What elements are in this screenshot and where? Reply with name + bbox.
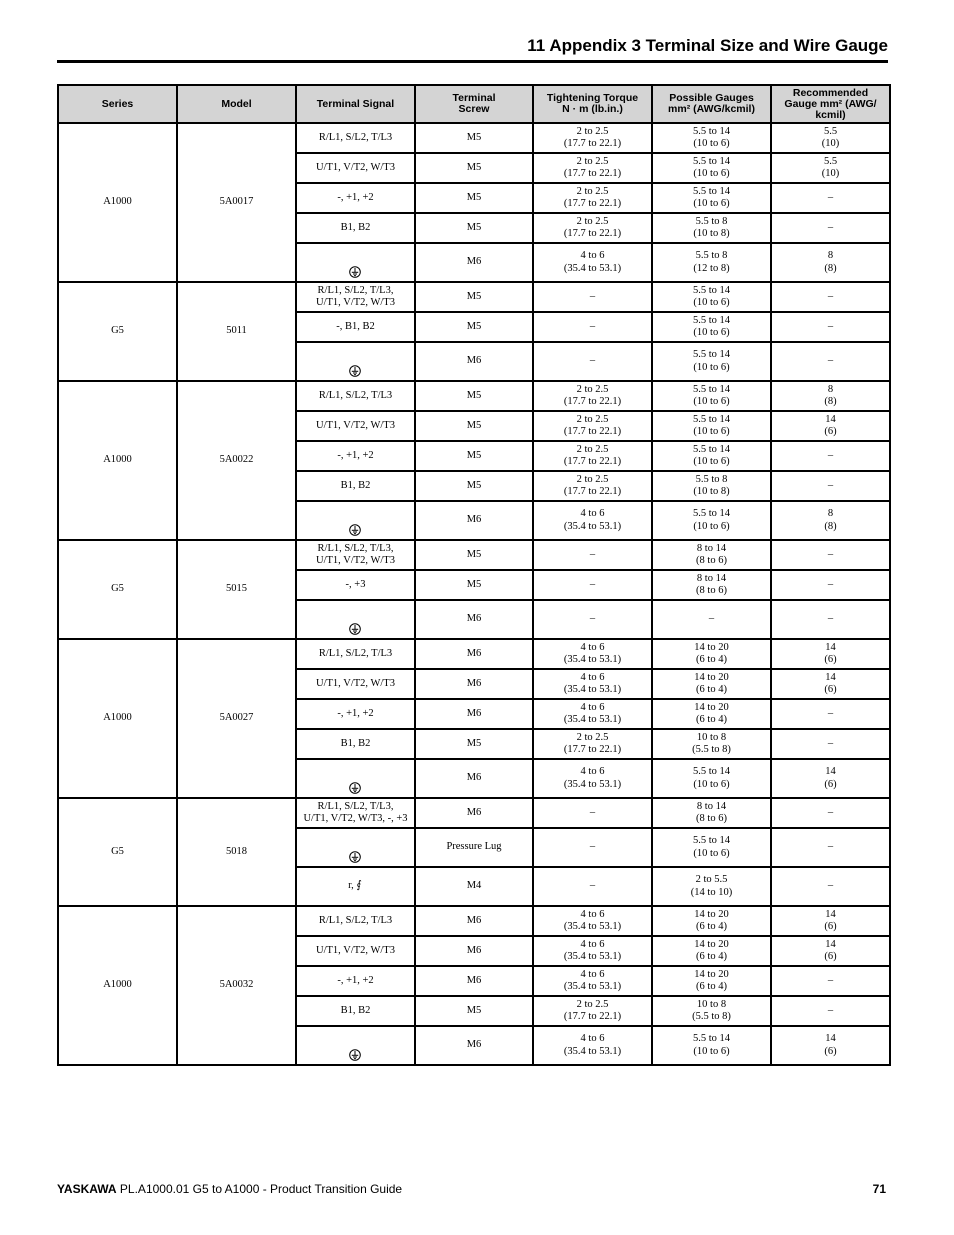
terminal-screw-cell: M6 <box>415 906 533 936</box>
page-title: 11 Appendix 3 Terminal Size and Wire Gauge <box>527 36 888 55</box>
possible-gauges-cell: 14 to 20 (6 to 4) <box>652 966 771 996</box>
tightening-torque-cell: – <box>533 570 652 600</box>
ground-icon <box>349 623 361 635</box>
terminal-screw-cell: M5 <box>415 540 533 570</box>
tightening-torque-cell: 4 to 6 (35.4 to 53.1) <box>533 966 652 996</box>
terminal-signal-cell: R/L1, S/L2, T/L3, U/T1, V/T2, W/T3, -, +3 <box>296 798 415 828</box>
possible-gauges-cell: 5.5 to 14 (10 to 6) <box>652 123 771 153</box>
series-cell: A1000 <box>58 639 177 798</box>
model-cell: 5011 <box>177 282 296 381</box>
terminal-signal-cell: U/T1, V/T2, W/T3 <box>296 669 415 699</box>
terminal-signal-cell: B1, B2 <box>296 729 415 759</box>
series-cell: A1000 <box>58 381 177 540</box>
tightening-torque-cell: – <box>533 798 652 828</box>
possible-gauges-cell: 14 to 20 (6 to 4) <box>652 639 771 669</box>
tightening-torque-cell: – <box>533 600 652 639</box>
terminal-screw-cell: M5 <box>415 471 533 501</box>
tightening-torque-cell: 2 to 2.5 (17.7 to 22.1) <box>533 996 652 1026</box>
page-number: 71 <box>872 1182 886 1196</box>
terminal-screw-cell: M6 <box>415 600 533 639</box>
terminal-screw-cell: M5 <box>415 570 533 600</box>
possible-gauges-cell: 5.5 to 14 (10 to 6) <box>652 183 771 213</box>
column-header-terminal-signal: Terminal Signal <box>296 85 415 123</box>
terminal-screw-cell: Pressure Lug <box>415 828 533 867</box>
possible-gauges-cell: 5.5 to 8 (12 to 8) <box>652 243 771 282</box>
recommended-gauge-cell: – <box>771 798 890 828</box>
recommended-gauge-cell: – <box>771 183 890 213</box>
possible-gauges-cell: 5.5 to 14 (10 to 6) <box>652 282 771 312</box>
recommended-gauge-cell: 14 (6) <box>771 759 890 798</box>
tightening-torque-cell: – <box>533 540 652 570</box>
terminal-screw-cell: M4 <box>415 867 533 906</box>
tightening-torque-cell: – <box>533 282 652 312</box>
terminal-signal-cell: -, +1, +2 <box>296 966 415 996</box>
possible-gauges-cell: 14 to 20 (6 to 4) <box>652 669 771 699</box>
ground-icon <box>349 1049 361 1061</box>
model-cell: 5A0022 <box>177 381 296 540</box>
column-header-recommended-gauge: Recommended Gauge mm² (AWG/ kcmil) <box>771 85 890 123</box>
page-footer <box>57 1182 888 1196</box>
tightening-torque-cell: – <box>533 828 652 867</box>
terminal-screw-cell: M6 <box>415 759 533 798</box>
recommended-gauge-cell: 5.5 (10) <box>771 153 890 183</box>
possible-gauges-cell: 8 to 14 (8 to 6) <box>652 540 771 570</box>
tightening-torque-cell: 2 to 2.5 (17.7 to 22.1) <box>533 729 652 759</box>
recommended-gauge-cell: – <box>771 699 890 729</box>
recommended-gauge-cell: – <box>771 966 890 996</box>
possible-gauges-cell: 5.5 to 8 (10 to 8) <box>652 471 771 501</box>
terminal-signal-cell: -, B1, B2 <box>296 312 415 342</box>
terminal-screw-cell: M5 <box>415 123 533 153</box>
terminal-signal-cell: -, +1, +2 <box>296 699 415 729</box>
possible-gauges-cell: 5.5 to 14 (10 to 6) <box>652 501 771 540</box>
ground-icon <box>349 782 361 794</box>
terminal-signal-cell: R/L1, S/L2, T/L3 <box>296 381 415 411</box>
possible-gauges-cell: 5.5 to 8 (10 to 8) <box>652 213 771 243</box>
possible-gauges-cell: 5.5 to 14 (10 to 6) <box>652 153 771 183</box>
series-cell: G5 <box>58 282 177 381</box>
possible-gauges-cell: – <box>652 600 771 639</box>
terminal-signal-cell <box>296 501 415 540</box>
series-cell: A1000 <box>58 906 177 1065</box>
terminal-screw-cell: M6 <box>415 798 533 828</box>
recommended-gauge-cell: 14 (6) <box>771 669 890 699</box>
table-row <box>58 540 890 570</box>
terminal-screw-cell: M5 <box>415 411 533 441</box>
terminal-signal-cell <box>296 342 415 381</box>
tightening-torque-cell: 2 to 2.5 (17.7 to 22.1) <box>533 411 652 441</box>
possible-gauges-cell: 5.5 to 14 (10 to 6) <box>652 828 771 867</box>
recommended-gauge-cell: – <box>771 342 890 381</box>
recommended-gauge-cell: – <box>771 729 890 759</box>
model-cell: 5A0017 <box>177 123 296 282</box>
terminal-screw-cell: M6 <box>415 243 533 282</box>
terminal-screw-cell: M6 <box>415 699 533 729</box>
table-row <box>58 798 890 828</box>
terminal-signal-cell: R/L1, S/L2, T/L3 <box>296 906 415 936</box>
ground-icon <box>349 851 361 863</box>
recommended-gauge-cell: – <box>771 213 890 243</box>
tightening-torque-cell: – <box>533 867 652 906</box>
terminal-signal-cell: B1, B2 <box>296 996 415 1026</box>
recommended-gauge-cell: 8 (8) <box>771 381 890 411</box>
table-row <box>58 906 890 936</box>
possible-gauges-cell: 5.5 to 14 (10 to 6) <box>652 759 771 798</box>
ground-icon <box>349 266 361 278</box>
terminal-screw-cell: M6 <box>415 639 533 669</box>
possible-gauges-cell: 2 to 5.5 (14 to 10) <box>652 867 771 906</box>
recommended-gauge-cell: 14 (6) <box>771 1026 890 1065</box>
tightening-torque-cell: – <box>533 342 652 381</box>
tightening-torque-cell: 2 to 2.5 (17.7 to 22.1) <box>533 381 652 411</box>
possible-gauges-cell: 8 to 14 (8 to 6) <box>652 570 771 600</box>
footer-brand: YASKAWA <box>57 1182 117 1196</box>
table-row <box>58 639 890 669</box>
tightening-torque-cell: 2 to 2.5 (17.7 to 22.1) <box>533 183 652 213</box>
column-header-terminal-screw: Terminal Screw <box>415 85 533 123</box>
tightening-torque-cell: 4 to 6 (35.4 to 53.1) <box>533 501 652 540</box>
possible-gauges-cell: 10 to 8 (5.5 to 8) <box>652 729 771 759</box>
recommended-gauge-cell: – <box>771 441 890 471</box>
terminal-signal-cell: B1, B2 <box>296 213 415 243</box>
terminal-screw-cell: M6 <box>415 1026 533 1065</box>
possible-gauges-cell: 10 to 8 (5.5 to 8) <box>652 996 771 1026</box>
terminal-signal-cell: r, ⨐ <box>296 867 415 906</box>
series-cell: G5 <box>58 798 177 906</box>
column-header-model: Model <box>177 85 296 123</box>
recommended-gauge-cell: 8 (8) <box>771 243 890 282</box>
terminal-signal-cell: R/L1, S/L2, T/L3, U/T1, V/T2, W/T3 <box>296 540 415 570</box>
terminal-screw-cell: M6 <box>415 669 533 699</box>
possible-gauges-cell: 5.5 to 14 (10 to 6) <box>652 1026 771 1065</box>
tightening-torque-cell: 4 to 6 (35.4 to 53.1) <box>533 669 652 699</box>
tightening-torque-cell: 4 to 6 (35.4 to 53.1) <box>533 759 652 798</box>
recommended-gauge-cell: – <box>771 570 890 600</box>
terminal-screw-cell: M5 <box>415 996 533 1026</box>
possible-gauges-cell: 14 to 20 (6 to 4) <box>652 936 771 966</box>
terminal-signal-cell: U/T1, V/T2, W/T3 <box>296 411 415 441</box>
recommended-gauge-cell: 14 (6) <box>771 639 890 669</box>
recommended-gauge-cell: – <box>771 540 890 570</box>
column-header-series: Series <box>58 85 177 123</box>
possible-gauges-cell: 5.5 to 14 (10 to 6) <box>652 441 771 471</box>
column-header-tightening-torque: Tightening Torque N · m (lb.in.) <box>533 85 652 123</box>
terminal-screw-cell: M6 <box>415 966 533 996</box>
terminal-screw-cell: M5 <box>415 312 533 342</box>
recommended-gauge-cell: – <box>771 312 890 342</box>
terminal-signal-cell <box>296 828 415 867</box>
terminal-screw-cell: M5 <box>415 213 533 243</box>
tightening-torque-cell: 4 to 6 (35.4 to 53.1) <box>533 243 652 282</box>
terminal-screw-cell: M5 <box>415 183 533 213</box>
model-cell: 5A0032 <box>177 906 296 1065</box>
recommended-gauge-cell: – <box>771 867 890 906</box>
terminal-screw-cell: M5 <box>415 729 533 759</box>
possible-gauges-cell: 14 to 20 (6 to 4) <box>652 699 771 729</box>
recommended-gauge-cell: – <box>771 828 890 867</box>
tightening-torque-cell: 2 to 2.5 (17.7 to 22.1) <box>533 441 652 471</box>
table-header-row <box>58 85 890 123</box>
possible-gauges-cell: 14 to 20 (6 to 4) <box>652 906 771 936</box>
terminal-screw-cell: M6 <box>415 501 533 540</box>
terminal-signal-cell <box>296 600 415 639</box>
tightening-torque-cell: 2 to 2.5 (17.7 to 22.1) <box>533 153 652 183</box>
terminal-signal-cell: -, +1, +2 <box>296 441 415 471</box>
tightening-torque-cell: 4 to 6 (35.4 to 53.1) <box>533 699 652 729</box>
recommended-gauge-cell: 14 (6) <box>771 411 890 441</box>
tightening-torque-cell: 4 to 6 (35.4 to 53.1) <box>533 936 652 966</box>
terminal-signal-cell: R/L1, S/L2, T/L3 <box>296 123 415 153</box>
tightening-torque-cell: 4 to 6 (35.4 to 53.1) <box>533 906 652 936</box>
terminal-signal-cell: U/T1, V/T2, W/T3 <box>296 936 415 966</box>
recommended-gauge-cell: – <box>771 600 890 639</box>
terminal-screw-cell: M5 <box>415 153 533 183</box>
recommended-gauge-cell: – <box>771 282 890 312</box>
recommended-gauge-cell: – <box>771 996 890 1026</box>
terminal-table <box>57 84 891 1066</box>
series-cell: A1000 <box>58 123 177 282</box>
terminal-signal-cell <box>296 1026 415 1065</box>
possible-gauges-cell: 5.5 to 14 (10 to 6) <box>652 411 771 441</box>
possible-gauges-cell: 5.5 to 14 (10 to 6) <box>652 312 771 342</box>
ground-icon <box>349 524 361 536</box>
terminal-signal-cell <box>296 243 415 282</box>
model-cell: 5A0027 <box>177 639 296 798</box>
terminal-signal-cell: B1, B2 <box>296 471 415 501</box>
terminal-signal-cell: R/L1, S/L2, T/L3 <box>296 639 415 669</box>
terminal-signal-cell: R/L1, S/L2, T/L3, U/T1, V/T2, W/T3 <box>296 282 415 312</box>
recommended-gauge-cell: 5.5 (10) <box>771 123 890 153</box>
header-rule <box>57 60 888 63</box>
possible-gauges-cell: 5.5 to 14 (10 to 6) <box>652 381 771 411</box>
possible-gauges-cell: 5.5 to 14 (10 to 6) <box>652 342 771 381</box>
recommended-gauge-cell: 8 (8) <box>771 501 890 540</box>
recommended-gauge-cell: 14 (6) <box>771 936 890 966</box>
terminal-signal-cell <box>296 759 415 798</box>
terminal-screw-cell: M6 <box>415 342 533 381</box>
model-cell: 5015 <box>177 540 296 639</box>
recommended-gauge-cell: – <box>771 471 890 501</box>
tightening-torque-cell: – <box>533 312 652 342</box>
tightening-torque-cell: 2 to 2.5 (17.7 to 22.1) <box>533 123 652 153</box>
possible-gauges-cell: 8 to 14 (8 to 6) <box>652 798 771 828</box>
model-cell: 5018 <box>177 798 296 906</box>
tightening-torque-cell: 4 to 6 (35.4 to 53.1) <box>533 1026 652 1065</box>
terminal-signal-cell: -, +3 <box>296 570 415 600</box>
table-row <box>58 381 890 411</box>
terminal-screw-cell: M5 <box>415 282 533 312</box>
terminal-signal-cell: U/T1, V/T2, W/T3 <box>296 153 415 183</box>
column-header-possible-gauges: Possible Gauges mm² (AWG/kcmil) <box>652 85 771 123</box>
terminal-screw-cell: M5 <box>415 381 533 411</box>
footer-document-title: PL.A1000.01 G5 to A1000 - Product Transition Guide <box>119 1182 403 1196</box>
table-row <box>58 123 890 153</box>
series-cell: G5 <box>58 540 177 639</box>
tightening-torque-cell: 2 to 2.5 (17.7 to 22.1) <box>533 471 652 501</box>
recommended-gauge-cell: 14 (6) <box>771 906 890 936</box>
ground-icon <box>349 365 361 377</box>
terminal-signal-cell: -, +1, +2 <box>296 183 415 213</box>
terminal-screw-cell: M6 <box>415 936 533 966</box>
tightening-torque-cell: 4 to 6 (35.4 to 53.1) <box>533 639 652 669</box>
terminal-screw-cell: M5 <box>415 441 533 471</box>
table-row <box>58 282 890 312</box>
tightening-torque-cell: 2 to 2.5 (17.7 to 22.1) <box>533 213 652 243</box>
